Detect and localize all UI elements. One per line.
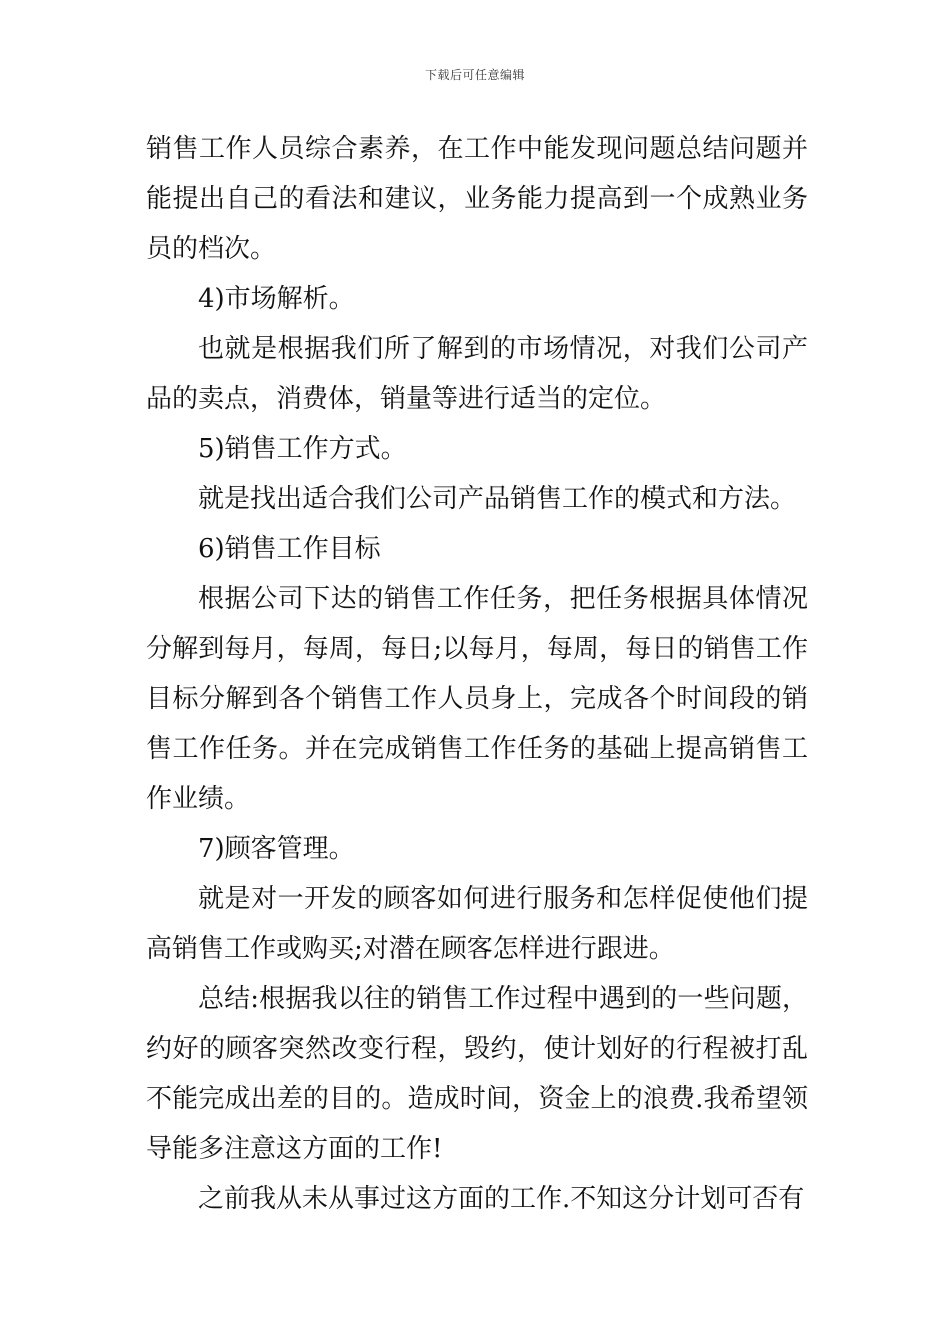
page-header: 下载后可任意编辑 <box>424 68 525 82</box>
paragraph: 也就是根据我们所了解到的市场情况，对我们公司产品的卖点，消费体，销量等进行适当的定位。 <box>146 334 808 414</box>
paragraph: 就是找出适合我们公司产品销售工作的模式和方法。 <box>198 484 797 514</box>
section-heading: 7)顾客管理。 <box>198 834 355 864</box>
paragraph: 销售工作人员综合素养，在工作中能发现问题总结问题并能提出自己的看法和建议，业务能力提高到一个成熟业务员的档次。 <box>146 134 808 264</box>
document-body <box>146 124 808 1224</box>
paragraph: 之前我从未从事过这方面的工作.不知这分计划可否有 <box>198 1184 805 1214</box>
paragraph: 就是对一开发的顾客如何进行服务和怎样促使他们提高销售工作或购买;对潜在顾客怎样进行跟进。 <box>146 884 808 964</box>
section-heading: 4)市场解析。 <box>198 284 355 314</box>
summary-paragraph: 总结:根据我以往的销售工作过程中遇到的一些问题，约好的顾客突然改变行程，毁约，使计划好的行程被打乱不能完成出差的目的。造成时间，资金上的浪费.我希望领导能多注意这方面的工作! <box>146 984 808 1164</box>
paragraph: 根据公司下达的销售工作任务，把任务根据具体情况分解到每月，每周，每日;以每月，每周，每日的销售工作目标分解到各个销售工作人员身上，完成各个时间段的销售工作任务。并在完成销售工作任务的基础上提高销售工作业绩。 <box>146 584 808 814</box>
section-heading: 5)销售工作方式。 <box>198 434 407 464</box>
section-heading: 6)销售工作目标 <box>198 534 381 564</box>
